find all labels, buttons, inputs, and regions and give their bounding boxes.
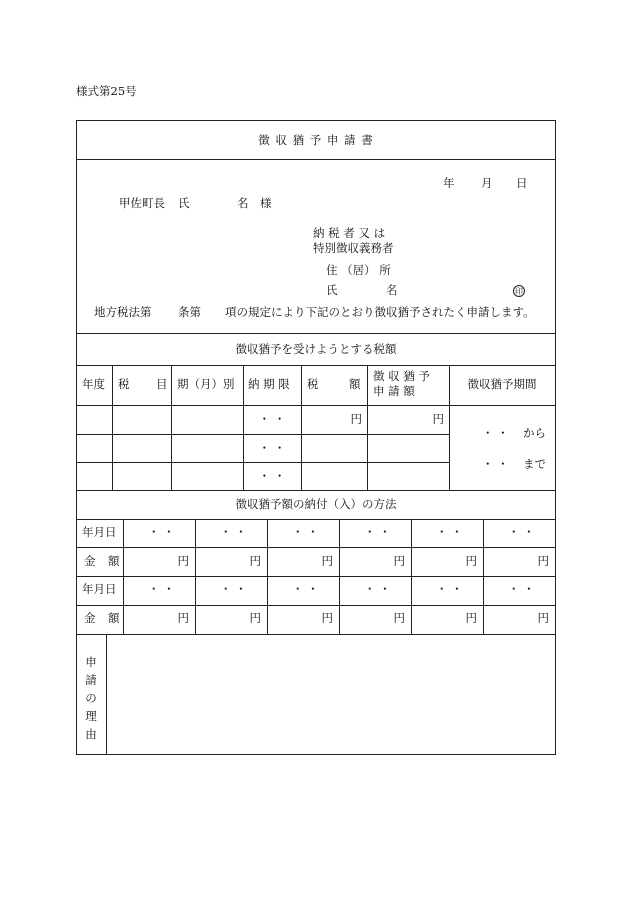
row3-deadline: ・ ・ [258,469,286,483]
form-title: 徴 収 猶 予 申 請 書 [258,133,374,147]
payment-amount-label-1: 金 [84,554,96,568]
reason-char: の [85,691,97,705]
payment-date-cell: ・ ・ [436,582,463,596]
addressee-town: 甲佐町長 [119,196,165,210]
header-tax-amount-1: 税 [307,377,319,391]
payment-date-cell: ・ ・ [292,525,319,539]
payment-amount-cell: 円 [249,611,261,625]
payment-amount-cell: 円 [465,611,477,625]
payment-amount-cell: 円 [321,554,333,568]
statement-law: 地方税法第 [94,305,152,319]
addressee-sama: 様 [260,196,272,210]
grace-from-dots: ・ ・ [482,426,509,440]
rule [77,462,449,463]
row1-tax-amount: 円 [350,412,362,426]
grace-to: まで [523,457,546,471]
payment-amount-cell: 円 [537,554,549,568]
header-grace-period: 徴収猶予期間 [467,377,537,391]
payment-amount-label-2: 額 [108,554,120,568]
header-fiscal-year: 年度 [82,377,105,391]
addressee-mei: 名 [237,196,249,210]
payment-amount-cell: 円 [393,611,405,625]
payment-date-cell: ・ ・ [364,525,391,539]
grace-from: から [523,426,546,440]
rule [77,333,555,334]
payment-amount-cell: 円 [321,611,333,625]
payment-section-heading: 徴収猶予額の納付（入）の方法 [235,497,397,511]
rule [77,159,555,160]
payment-date-label: 年月日 [82,525,117,539]
row1-deadline: ・ ・ [258,412,286,426]
grace-to-dots: ・ ・ [482,457,509,471]
amount-section-heading: 徴収猶予を受けようとする税額 [235,342,397,356]
payment-date-cell: ・ ・ [148,582,175,596]
row1-applied: 円 [432,412,444,426]
header-deadline: 納 期 限 [248,377,290,391]
payment-date-cell: ・ ・ [292,582,319,596]
reason-char: 申 [85,655,97,669]
rule [77,634,555,635]
rule [171,365,172,490]
payment-date-cell: ・ ・ [220,525,247,539]
address-label: 住 （居） 所 [326,263,391,277]
date-day: 日 [516,176,528,190]
payment-date-cell: ・ ・ [508,582,535,596]
row2-deadline: ・ ・ [258,441,286,455]
header-applied-2: 申 請 額 [373,384,415,398]
applicant-line1: 納 税 者 又 は [313,226,386,240]
reason-char: 由 [85,727,97,741]
rule [301,365,302,490]
rule [77,490,555,491]
header-tax-item-2: 目 [156,377,168,391]
rule [112,365,113,490]
payment-amount-label-1: 金 [84,611,96,625]
addressee-shi: 氏 [178,196,190,210]
payment-date-label: 年月日 [82,582,117,596]
payment-date-cell: ・ ・ [148,525,175,539]
rule [77,434,449,435]
reason-char: 理 [85,709,97,723]
payment-date-cell: ・ ・ [436,525,463,539]
payment-date-cell: ・ ・ [508,525,535,539]
reason-label [85,653,97,743]
applicant-line2: 特別徴収義務者 [313,241,394,255]
header-tax-amount-2: 額 [349,377,361,391]
header-applied-1: 徴 収 猶 予 [373,369,430,383]
payment-date-cell: ・ ・ [220,582,247,596]
payment-amount-cell: 円 [465,554,477,568]
application-form [76,120,556,755]
payment-amount-cell: 円 [177,554,189,568]
statement-article: 条第 [178,305,201,319]
payment-amount-cell: 円 [537,611,549,625]
reason-char: 請 [85,673,97,687]
rule [106,634,107,754]
rule [77,405,555,406]
seal-mark: 印 [515,287,523,296]
payment-date-cell: ・ ・ [364,582,391,596]
payment-amount-cell: 円 [249,554,261,568]
date-year: 年 [443,176,455,190]
header-tax-item-1: 税 [118,377,130,391]
name-shi: 氏 [326,283,338,297]
statement-rest: 項の規定により下記のとおり徴収猶予されたく申請します。 [225,305,535,319]
header-period: 期（月）別 [177,377,235,391]
form-number: 様式第25号 [76,84,137,98]
date-month: 月 [481,176,493,190]
payment-amount-cell: 円 [177,611,189,625]
payment-amount-cell: 円 [393,554,405,568]
payment-amount-label-2: 額 [108,611,120,625]
rule [367,365,368,490]
name-mei: 名 [386,283,398,297]
rule [77,365,555,366]
